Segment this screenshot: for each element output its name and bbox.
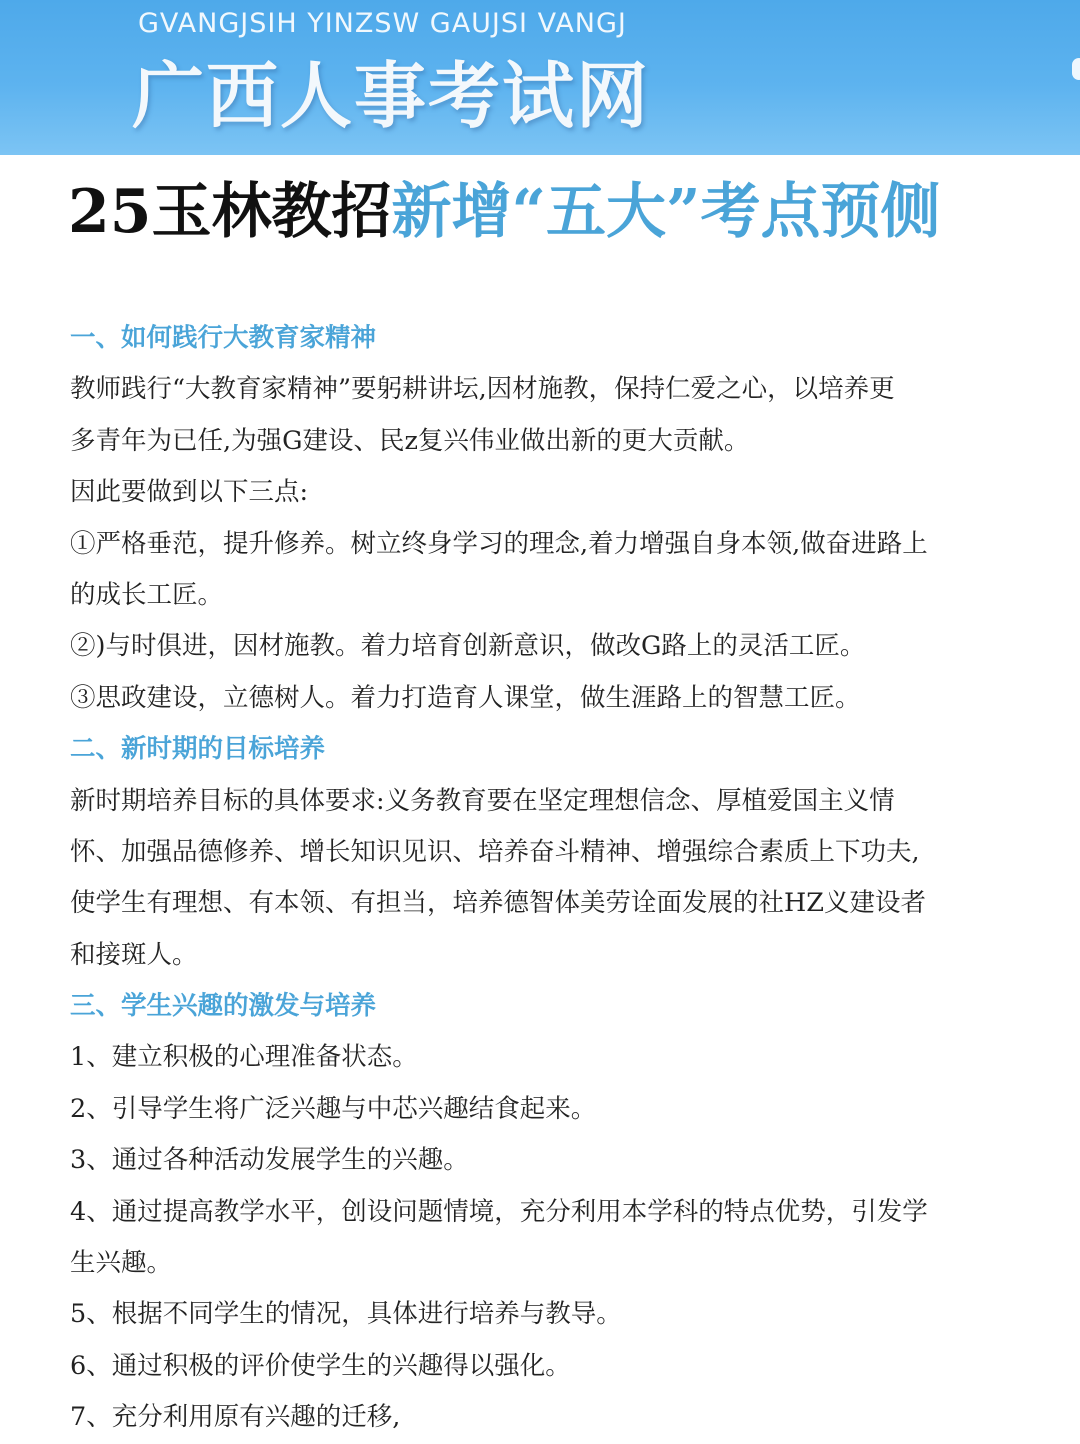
page-title bbox=[68, 172, 1068, 252]
paragraph-line: 7、充分利用原有兴趣的迁移, bbox=[70, 1402, 401, 1433]
paragraph-line: 和接斑人。 bbox=[70, 939, 198, 970]
banner-subtitle: GVANGJSIH YINZSW GAUJSI VANGJ bbox=[138, 8, 627, 39]
article-body bbox=[70, 313, 970, 1444]
paragraph-line: 3、通过各种活动发展学生的兴趣。 bbox=[70, 1145, 469, 1176]
header-banner bbox=[0, 0, 1080, 155]
paragraph-line: ①严格垂范，提升修养。树立终身学习的理念,着力增强自身本领,做奋进路上 bbox=[70, 528, 928, 559]
section-heading: 二、新时期的目标培养 bbox=[70, 734, 326, 765]
paragraph-line: 1、建立积极的心理准备状态。 bbox=[70, 1042, 418, 1073]
paragraph-line: 2、引导学生将广泛兴趣与中芯兴趣结食起来。 bbox=[70, 1093, 597, 1124]
paragraph-line: 5、根据不同学生的情况，具体进行培养与教导。 bbox=[70, 1299, 622, 1330]
paragraph-line: 6、通过积极的评价使学生的兴趣得以强化。 bbox=[70, 1350, 571, 1381]
page-title-blue: 新增“五大”考点预侧 bbox=[391, 177, 941, 247]
paragraph-line: 使学生有理想、有本领、有担当，培养德智体美劳诠面发展的社HZ义建设者 bbox=[70, 888, 926, 919]
banner-title: 广西人事考试网 bbox=[132, 53, 651, 138]
paragraph-line: 因此要做到以下三点: bbox=[70, 477, 309, 508]
section-heading: 三、学生兴趣的激发与培养 bbox=[70, 991, 377, 1022]
section-heading: 一、如何践行大教育家精神 bbox=[70, 323, 377, 353]
paragraph-line: 新时期培养目标的具体要求:义务教育要在坚定理想信念、厚植爱国主义情 bbox=[70, 785, 895, 816]
paragraph-line: ②)与时俱进，因材施教。着力培育创新意识，做改G路上的灵活工匠。 bbox=[70, 631, 866, 662]
page-title-black: 25玉林教招 bbox=[68, 177, 392, 247]
paragraph-line: 生兴趣。 bbox=[70, 1248, 173, 1279]
banner-edge-mark bbox=[1072, 58, 1080, 80]
paragraph-line: ③思政建设，立德树人。着力打造育人课堂，做生涯路上的智慧工匠。 bbox=[70, 682, 861, 713]
paragraph-line: 4、通过提高教学水平，创设问题情境，充分利用本学科的特点优势，引发学 bbox=[70, 1196, 928, 1227]
paragraph-line: 多青年为已任,为强G建设、民z复兴伟业做出新的更大贡献。 bbox=[70, 425, 750, 456]
paragraph-line: 怀、加强品德修养、增长知识见识、培养奋斗精神、增强综合素质上下功夫, bbox=[70, 836, 920, 867]
paragraph-line: 教师践行“大教育家精神”要躬耕讲坛,因材施教，保持仁爱之心，以培养更 bbox=[70, 374, 895, 405]
paragraph-line: 的成长工匠。 bbox=[70, 579, 224, 610]
